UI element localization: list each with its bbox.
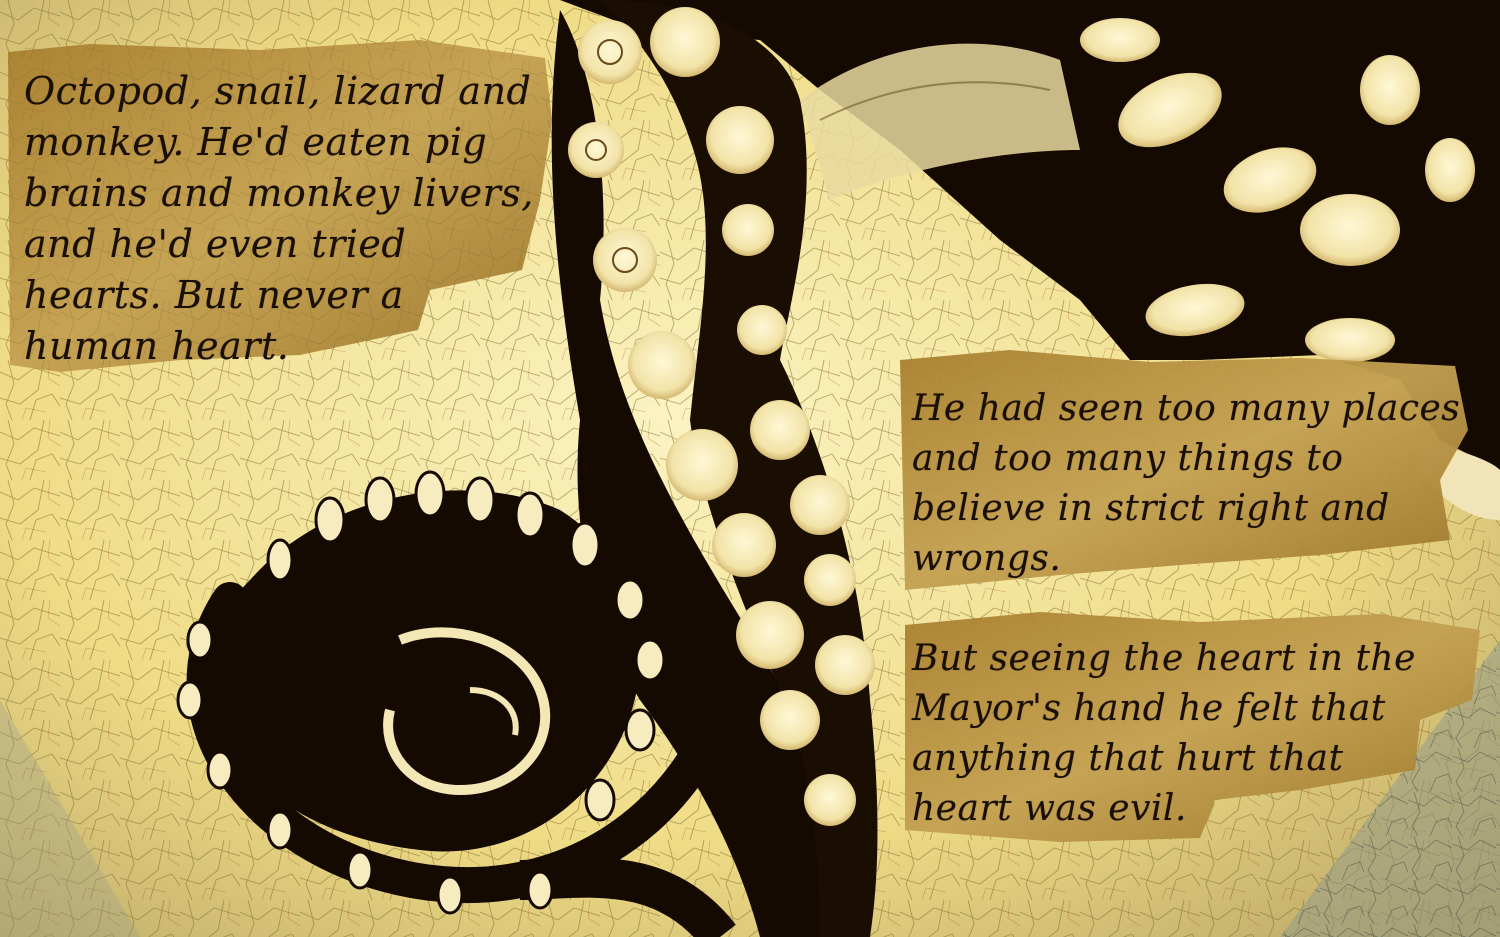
caption-heart bbox=[912, 634, 1416, 834]
caption-line: and too many things to bbox=[912, 438, 1344, 479]
caption-line: He had seen too many places bbox=[912, 388, 1461, 429]
caption-line: Octopod, snail, lizard and bbox=[24, 69, 532, 113]
caption-line: anything that hurt that bbox=[912, 738, 1344, 779]
caption-line: monkey. He'd eaten pig bbox=[24, 120, 488, 164]
caption-line: human heart. bbox=[24, 324, 290, 368]
caption-line: Mayor's hand he felt that bbox=[912, 688, 1386, 729]
caption-places bbox=[912, 384, 1460, 584]
caption-octopod bbox=[24, 66, 534, 372]
caption-line: heart was evil. bbox=[912, 788, 1187, 829]
caption-line: wrongs. bbox=[912, 538, 1062, 579]
caption-line: believe in strict right and bbox=[912, 488, 1390, 529]
caption-line: hearts. But never a bbox=[24, 273, 404, 317]
caption-line: brains and monkey livers, bbox=[24, 171, 534, 215]
caption-line: and he'd even tried bbox=[24, 222, 407, 266]
caption-line: But seeing the heart in the bbox=[912, 638, 1416, 679]
